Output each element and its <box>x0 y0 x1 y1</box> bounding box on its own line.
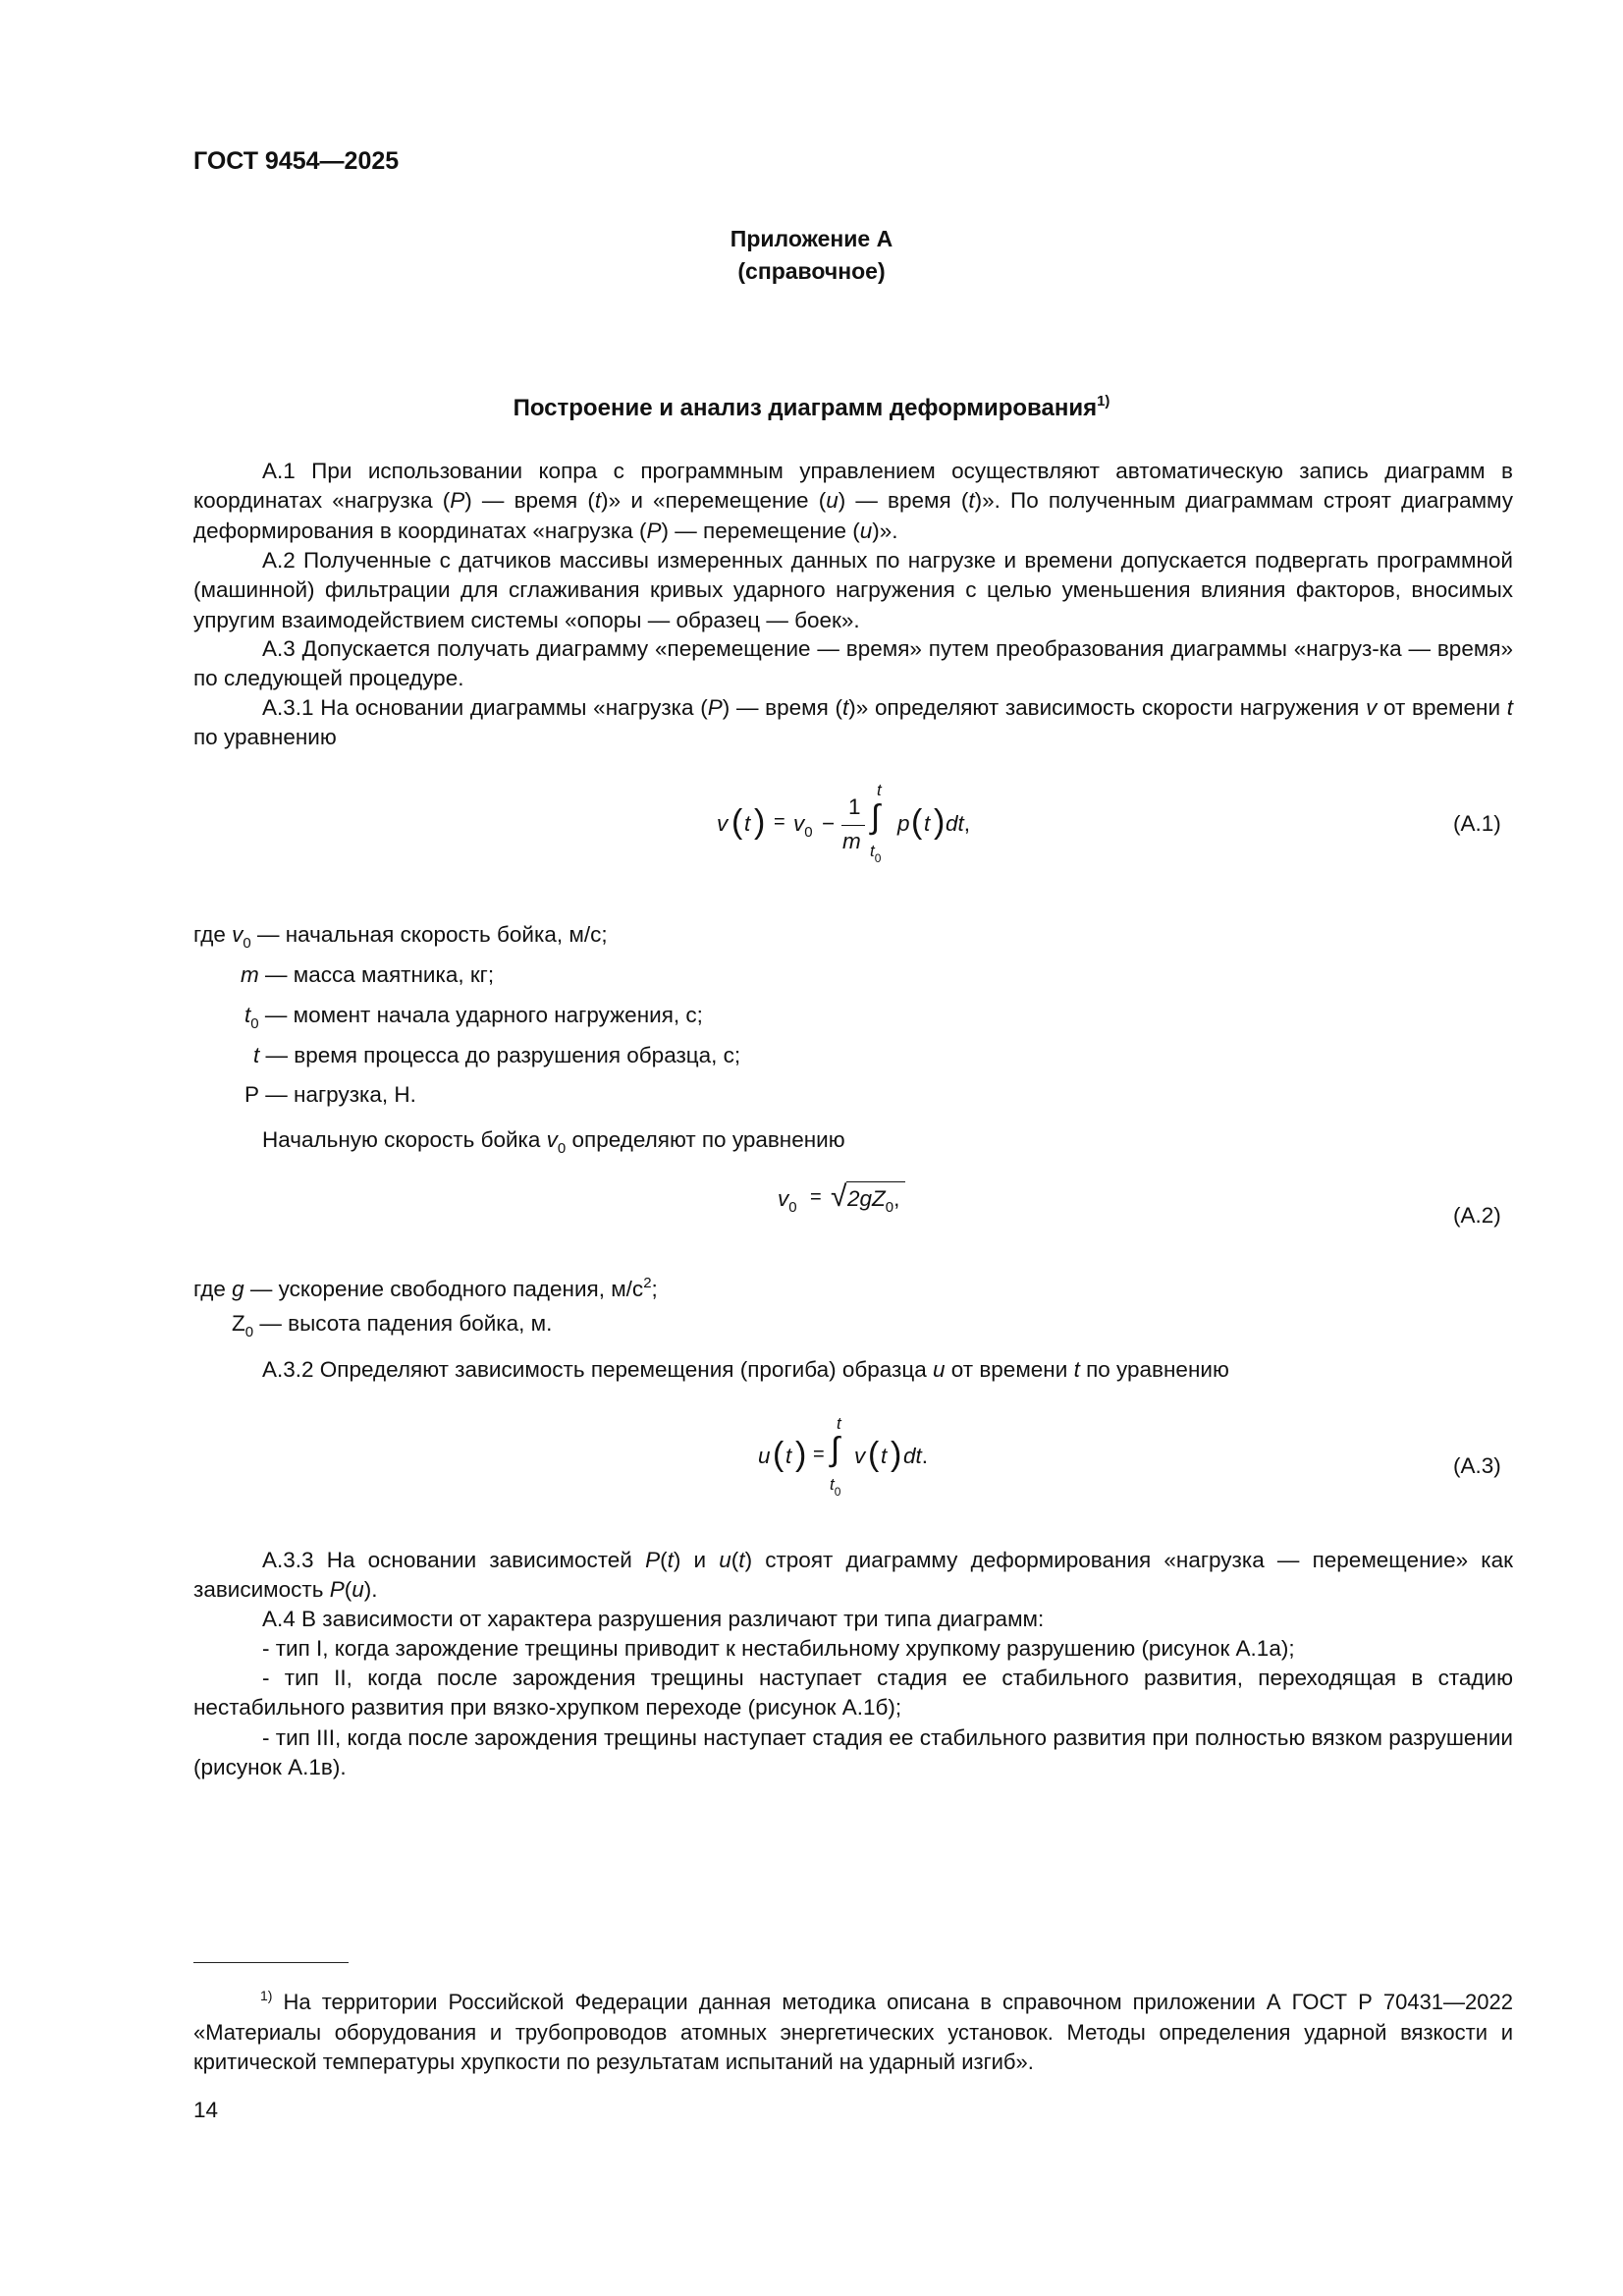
paragraph-a3: А.3 Допускается получать диаграмму «перемещение — время» путем преобразования диаграммы «нагруз-ка — время» по следующей процедуре. <box>193 636 1513 691</box>
paragraph-a2: А.2 Полученные с датчиков массивы измеренных данных по нагрузке и времени допускается подвергать программной (машинной) фильтрации для сглаживания кривых ударного нагружения с целью уменьшения влияния факторов, вносимых упругим взаимодействием системы «опоры — образец — боек». <box>193 548 1513 632</box>
where-t: t — время процесса до разрушения образца, с; <box>253 1043 741 1067</box>
footnote-separator <box>193 1962 349 1963</box>
equation-number-a3: (А.3) <box>1453 1453 1501 1478</box>
appendix-subtitle: (справочное) <box>737 258 886 284</box>
equation-number-a1: (А.1) <box>1453 811 1501 836</box>
paragraph-a32: А.3.2 Определяют зависимость перемещения (прогиба) образца u от времени t по уравнению <box>262 1357 1229 1382</box>
standard-header: ГОСТ 9454—2025 <box>193 147 400 175</box>
where-t0: $t_0$ — момент начала ударного нагружения, с; <box>244 1003 703 1032</box>
where-m: m — масса маятника, кг; <box>241 962 495 987</box>
where-z0: $Z_0$ — высота падения бойка, м. <box>232 1311 553 1340</box>
appendix-heading <box>0 223 1623 288</box>
page-number: 14 <box>193 2098 219 2122</box>
diagram-type-1: - тип I, когда зарождение трещины приводит к нестабильному хрупкому разрушению (рисунок А.1а); <box>262 1636 1295 1661</box>
equation-number-a2: (А.2) <box>1453 1203 1501 1228</box>
where-v0: где $v_0$ — начальная скорость бойка, м/с; <box>193 922 608 952</box>
paragraph-a31: А.3.1 На основании диаграммы «нагрузка (P) — время (t)» определяют зависимость скорости нагружения v от времени t по уравнению <box>193 695 1513 750</box>
section-footnote-mark: 1) <box>1097 393 1110 410</box>
diagram-type-3: - тип III, когда после зарождения трещины наступает стадия ее стабильного развития при полностью вязком разрушении (рисунок А.1в). <box>193 1725 1513 1780</box>
diagram-type-2: - тип II, когда после зарождения трещины наступает стадия ее стабильного развития, переходящая в стадию нестабильного развития при вязко-хрупком переходе (рисунок А.1б); <box>193 1666 1513 1721</box>
footnote-mark: 1) <box>260 1988 273 2003</box>
v0-intro: Начальную скорость бойка $v_0$ определяют по уравнению <box>262 1127 845 1157</box>
paragraph-a1: А.1 При использовании копра с программным управлением осуществляют автоматическую запись диаграмм в координатах «нагрузка (P) — время (t)» и «перемещение (u) — время (t)». По полученным диаграммам строят диаграмму деформирования в координатах «нагрузка (P) — перемещение (u)». <box>193 459 1514 543</box>
paragraph-a4: А.4 В зависимости от характера разрушения различают три типа диаграмм: <box>262 1607 1045 1631</box>
formula-a2: $v_0$ = √ $2gZ_0$ , <box>778 1176 945 1226</box>
appendix-title: Приложение А <box>730 226 893 251</box>
section-title <box>0 393 1623 422</box>
paragraph-a33: А.3.3 На основании зависимостей P(t) и u(t) строят диаграмму деформирования «нагрузка — перемещение» как зависимость P(u). <box>193 1548 1513 1603</box>
formula-a3: u ( t ) = t ∫ $t_0$ v ( t ) dt . <box>758 1414 929 1499</box>
footnote <box>193 1981 1513 2078</box>
where-p: Р — нагрузка, Н. <box>244 1082 416 1107</box>
formula-a1: v ( t ) = $v_0$ − 1 m t ∫ $t_0$ p ( t ) dt , <box>717 781 971 865</box>
section-title-text: Построение и анализ диаграмм деформирования <box>513 395 1098 421</box>
where-g: где g — ускорение свободного падения, $м/с^2$; <box>193 1275 658 1301</box>
footnote-text: На территории Российской Федерации данная методика описана в справочном приложении А ГОСТ Р 70431—2022 «Материалы оборудования и трубопроводов атомных энергетических установок. Методы определения ударной вязкости и критической температуры хрупкости по результатам испытаний на ударный изгиб». <box>193 1990 1513 2074</box>
